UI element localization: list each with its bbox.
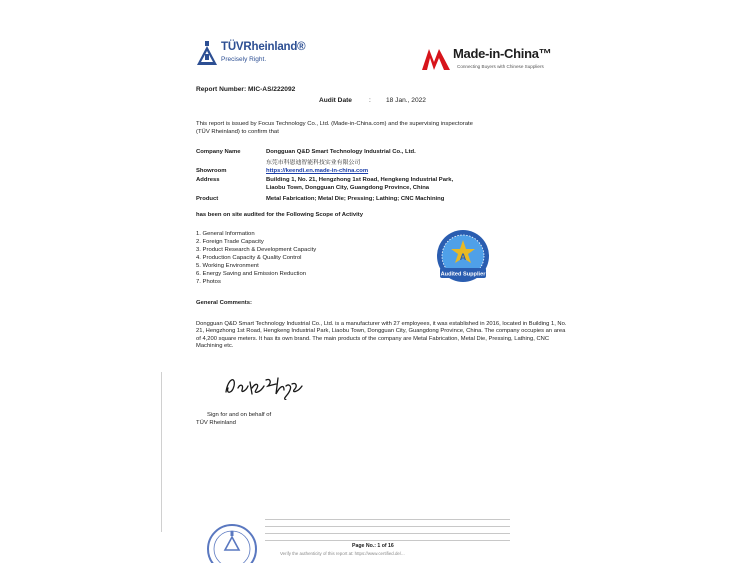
scope-item: 7. Photos [196, 279, 221, 285]
intro-line-1: This report is issued by Focus Technology Co., Ltd. (Made-in-China.com) and the supervising inspectorate [196, 121, 473, 127]
footer-verify-text: Verify the authenticity of this report at: https://www.certified.de/... [280, 551, 405, 556]
audit-date-separator: : [369, 97, 371, 104]
svg-text:A: A [459, 252, 467, 262]
footer-disclaimer-line [265, 519, 510, 520]
report-number: Report Number: MIC-AS/222092 [196, 86, 296, 93]
showroom-label: Showroom [196, 168, 227, 174]
general-comments-heading: General Comments: [196, 300, 252, 306]
scope-item: 1. General Information [196, 231, 255, 237]
scope-item: 2. Foreign Trade Capacity [196, 239, 264, 245]
address-line-2: Liaobu Town, Dongguan City, Guangdong Province, China [266, 185, 430, 191]
footer-disclaimer-line [265, 526, 510, 527]
footer-disclaimer-line [265, 540, 510, 541]
audit-date-label: Audit Date [319, 97, 352, 104]
company-name-label: Company Name [196, 149, 241, 155]
tuv-seal-stamp [203, 517, 261, 563]
showroom-link[interactable]: https://keendi.en.made-in-china.com [266, 168, 369, 174]
vertical-disclaimer-text [161, 372, 162, 532]
badge-label: Audited Supplier [440, 271, 486, 278]
sign-behalf-line-1: Sign for and on behalf of [207, 412, 272, 418]
company-name-value: Dongguan Q&D Smart Technology Industrial Co., Ltd. [266, 149, 416, 155]
footer-disclaimer-line [265, 533, 510, 534]
sign-behalf-line-2: TÜV Rheinland [196, 420, 236, 426]
tuv-brand-name: TÜVRheinland® [221, 41, 306, 53]
tuv-triangle-logo-icon [196, 41, 218, 67]
scope-item: 5. Working Environment [196, 263, 259, 269]
address-line-1: Building 1, No. 21, Hengzhong 1st Road, Hengkeng Industrial Park, [266, 177, 454, 183]
made-in-china-brand-name: Made-in-China™ [453, 46, 552, 61]
product-value: Metal Fabrication; Metal Die; Pressing; Lathing; CNC Machining [266, 196, 445, 202]
product-label: Product [196, 196, 219, 202]
scope-item: 6. Energy Saving and Emission Reduction [196, 271, 307, 277]
company-name-chinese: 东莞市科恩迪智能科技实业有限公司 [266, 160, 361, 166]
audit-date-value: 18 Jan., 2022 [386, 97, 426, 104]
audited-supplier-badge-icon [432, 227, 494, 289]
intro-line-2: (TÜV Rheinland) to confirm that [196, 129, 279, 135]
scope-item: 4. Production Capacity & Quality Control [196, 255, 302, 261]
made-in-china-tagline: Connecting Buyers with Chinese Suppliers [457, 64, 544, 69]
general-comments-text: Dongguan Q&D Smart Technology Industrial Co., Ltd. is a manufacturer with 27 employees, it was established in 2016, located in Building 1, No. 21, Hengzhong 1st Road, Hengkeng Industrial Park, Liaobu Town, Dongguan City, Guangdong Province, China. The company occupies an area of 4,200 square meters. It has its own brand. The main products of the company are Metal Fabrication, Metal Die, Pressing, Lathing, CNC Machining etc. [196, 321, 567, 349]
scope-item: 3. Product Research & Development Capacity [196, 247, 317, 253]
scope-heading: has been on site audited for the Following Scope of Activity [196, 212, 364, 218]
handwritten-signature [222, 372, 314, 400]
address-label: Address [196, 177, 220, 183]
made-in-china-logo-icon [420, 46, 452, 71]
page-number: Page No.: 1 of 16 [352, 543, 394, 549]
tuv-tagline: Precisely Right. [221, 56, 267, 63]
